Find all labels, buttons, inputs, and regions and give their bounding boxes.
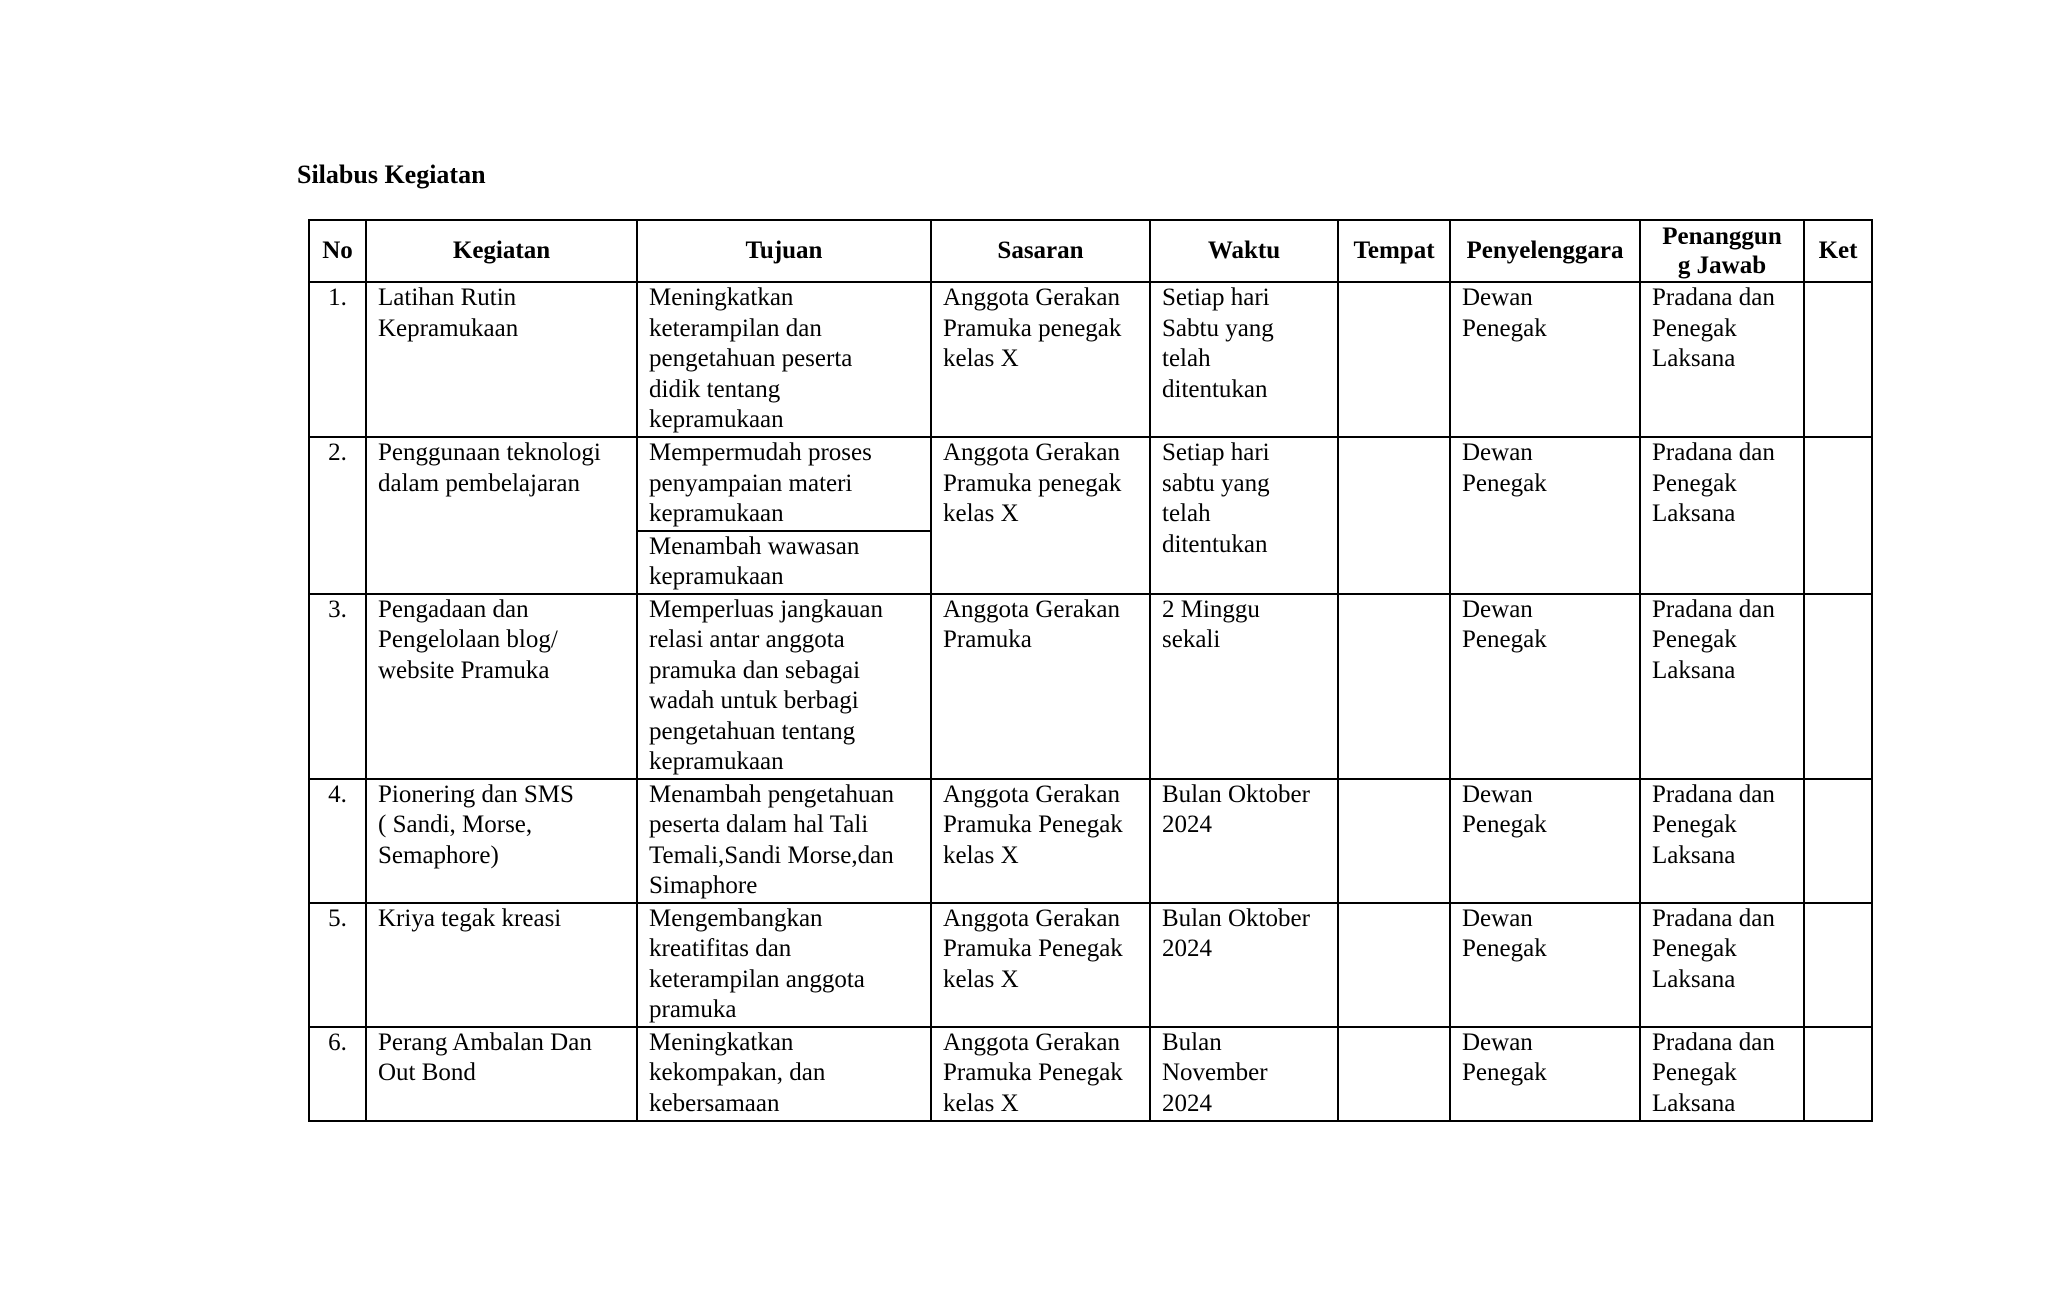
row-ket: [1804, 282, 1872, 437]
row-kegiatan: Latihan Rutin Kepramukaan: [366, 282, 637, 437]
header-ket: Ket: [1804, 220, 1872, 282]
row-no: 5.: [309, 903, 366, 1027]
header-penyelenggara: Penyelenggara: [1450, 220, 1640, 282]
header-tujuan: Tujuan: [637, 220, 931, 282]
row-penyelenggara: Dewan Penegak: [1450, 779, 1640, 903]
row-kegiatan: Pionering dan SMS ( Sandi, Morse, Semaphore): [366, 779, 637, 903]
row-kegiatan: Kriya tegak kreasi: [366, 903, 637, 1027]
row-waktu: 2 Minggu sekali: [1150, 594, 1338, 779]
row-tujuan: Memperluas jangkauan relasi antar anggota pramuka dan sebagai wadah untuk berbagi pengetahuan tentang kepramukaan: [637, 594, 931, 779]
row-tempat: [1338, 282, 1450, 437]
row-tujuan: Mengembangkan kreatifitas dan keterampilan anggota pramuka: [637, 903, 931, 1027]
row-waktu: Bulan November 2024: [1150, 1027, 1338, 1121]
row-penyelenggara: Dewan Penegak: [1450, 903, 1640, 1027]
header-waktu: Waktu: [1150, 220, 1338, 282]
header-kegiatan: Kegiatan: [366, 220, 637, 282]
row-penyelenggara: Dewan Penegak: [1450, 594, 1640, 779]
page-title: Silabus Kegiatan: [297, 160, 486, 189]
row-tujuan: Meningkatkan kekompakan, dan kebersamaan: [637, 1027, 931, 1121]
row-tujuan: [637, 437, 931, 594]
header-no: No: [309, 220, 366, 282]
row-tempat: [1338, 594, 1450, 779]
row-penanggung-jawab: Pradana dan Penegak Laksana: [1640, 779, 1804, 903]
row-penanggung-jawab: Pradana dan Penegak Laksana: [1640, 903, 1804, 1027]
header-penanggung-jawab: Penanggun g Jawab: [1640, 220, 1804, 282]
row-no: 4.: [309, 779, 366, 903]
table-row: [309, 779, 1872, 903]
row-waktu: Setiap hari sabtu yang telah ditentukan: [1150, 437, 1338, 594]
table-row: [309, 1027, 1872, 1121]
row-waktu: Setiap hari Sabtu yang telah ditentukan: [1150, 282, 1338, 437]
table-header-row: [309, 220, 1872, 282]
table-row: [309, 437, 1872, 594]
row-tujuan-part: Mempermudah proses penyampaian materi kepramukaan: [649, 439, 872, 527]
row-sasaran: Anggota Gerakan Pramuka penegak kelas X: [931, 282, 1150, 437]
row-tujuan: Meningkatkan keterampilan dan pengetahuan peserta didik tentang kepramukaan: [637, 282, 931, 437]
row-sasaran: Anggota Gerakan Pramuka Penegak kelas X: [931, 903, 1150, 1027]
row-no: 6.: [309, 1027, 366, 1121]
row-kegiatan: Penggunaan teknologi dalam pembelajaran: [366, 437, 637, 594]
row-sasaran: Anggota Gerakan Pramuka penegak kelas X: [931, 437, 1150, 594]
row-tempat: [1338, 903, 1450, 1027]
row-kegiatan: Pengadaan dan Pengelolaan blog/ website Pramuka: [366, 594, 637, 779]
row-sasaran: Anggota Gerakan Pramuka Penegak kelas X: [931, 1027, 1150, 1121]
row-no: 1.: [309, 282, 366, 437]
header-sasaran: Sasaran: [931, 220, 1150, 282]
row-tujuan: Menambah pengetahuan peserta dalam hal Tali Temali,Sandi Morse,dan Simaphore: [637, 779, 931, 903]
row-sasaran: Anggota Gerakan Pramuka Penegak kelas X: [931, 779, 1150, 903]
row-ket: [1804, 594, 1872, 779]
row-waktu: Bulan Oktober 2024: [1150, 779, 1338, 903]
row-ket: [1804, 437, 1872, 594]
row-tempat: [1338, 437, 1450, 594]
row-penyelenggara: Dewan Penegak: [1450, 437, 1640, 594]
row-kegiatan: Perang Ambalan Dan Out Bond: [366, 1027, 637, 1121]
header-tempat: Tempat: [1338, 220, 1450, 282]
table-row: [309, 903, 1872, 1027]
row-penanggung-jawab: Pradana dan Penegak Laksana: [1640, 1027, 1804, 1121]
table-row: [309, 594, 1872, 779]
row-ket: [1804, 903, 1872, 1027]
syllabus-table: [308, 219, 1873, 1122]
row-ket: [1804, 1027, 1872, 1121]
row-ket: [1804, 779, 1872, 903]
row-tempat: [1338, 1027, 1450, 1121]
row-sasaran: Anggota Gerakan Pramuka: [931, 594, 1150, 779]
row-penanggung-jawab: Pradana dan Penegak Laksana: [1640, 437, 1804, 594]
row-no: 2.: [309, 437, 366, 594]
row-tujuan-part: Menambah wawasan kepramukaan: [638, 530, 930, 593]
row-penanggung-jawab: Pradana dan Penegak Laksana: [1640, 594, 1804, 779]
row-penanggung-jawab: Pradana dan Penegak Laksana: [1640, 282, 1804, 437]
table-row: [309, 282, 1872, 437]
row-no: 3.: [309, 594, 366, 779]
row-waktu: Bulan Oktober 2024: [1150, 903, 1338, 1027]
row-penyelenggara: Dewan Penegak: [1450, 282, 1640, 437]
row-tempat: [1338, 779, 1450, 903]
row-penyelenggara: Dewan Penegak: [1450, 1027, 1640, 1121]
